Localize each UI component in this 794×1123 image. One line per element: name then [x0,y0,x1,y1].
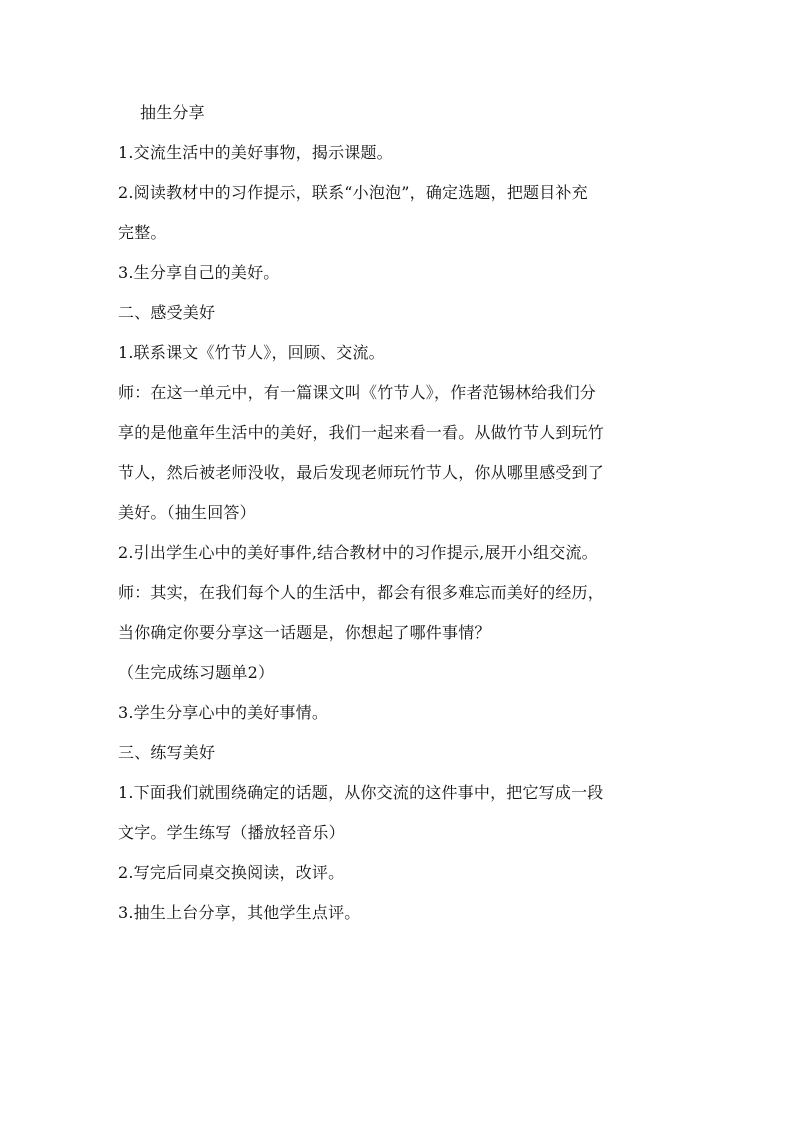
text-line: 1.联系课文《竹节人》，回顾、交流。 [118,343,385,362]
text-line: 文字。学生练写（播放轻音乐） [118,823,345,842]
text-line: 3.抽生上台分享，其他学生点评。 [118,903,361,922]
text-line: （生完成练习题单2） [118,663,275,682]
text-line: 2.写完后同桌交换阅读，改评。 [118,863,345,882]
text-line: 节人，然后被老师没收，最后发现老师玩竹节人，你从哪里感受到了 [118,463,605,482]
text-line: 抽生分享 [140,103,205,122]
text-line: 完整。 [118,223,167,242]
text-line: 2.引出学生心中的美好事件,结合教材中的习作提示,展开小组交流。 [118,543,598,562]
text-line: 2.阅读教材中的习作提示，联系“小泡泡”，确定选题，把题目补充 [118,183,588,202]
section-heading: 二、感受美好 [118,303,216,322]
text-line: 当你确定你要分享这一话题是，你想起了哪件事情？ [118,623,491,642]
text-line: 师：其实，在我们每个人的生活中，都会有很多难忘而美好的经历， [118,583,605,602]
section-heading: 三、练写美好 [118,743,216,762]
text-line: 享的是他童年生活中的美好，我们一起来看一看。从做竹节人到玩竹 [118,423,605,442]
document-body [118,103,688,943]
text-line: 3.生分享自己的美好。 [118,263,280,282]
text-line: 师：在这一单元中，有一篇课文叫《竹节人》，作者范锡林给我们分 [118,383,597,402]
text-line: 1.下面我们就围绕确定的话题，从你交流的这件事中，把它写成一段 [118,783,604,802]
text-line: 1.交流生活中的美好事物，揭示课题。 [118,143,393,162]
text-line: 3.学生分享心中的美好事情。 [118,703,329,722]
text-line: 美好。（抽生回答） [118,503,256,522]
